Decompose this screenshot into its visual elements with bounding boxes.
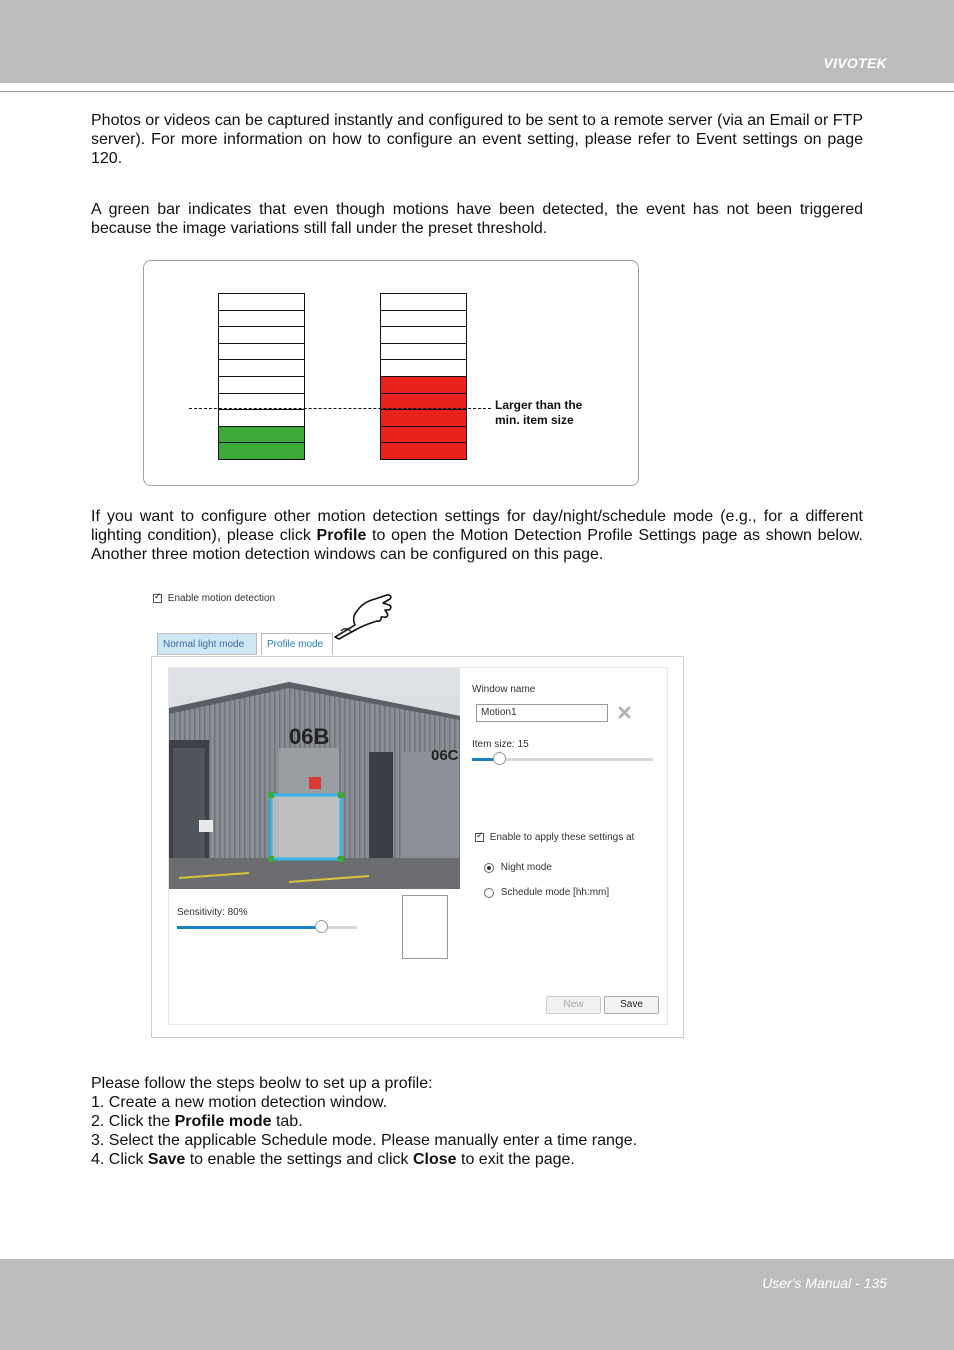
schedule-mode-label: Schedule mode [hh:mm] xyxy=(500,887,610,898)
green-bar-cell xyxy=(219,443,304,460)
sensitivity-slider[interactable] xyxy=(177,926,357,929)
profile-settings-screenshot xyxy=(143,583,688,1043)
profile-inner-panel xyxy=(168,667,668,1025)
item-size-handle[interactable] xyxy=(493,752,506,765)
green-bar-cell xyxy=(219,327,304,344)
red-bar-cell xyxy=(381,360,466,377)
step-2-text: 2. Click the xyxy=(91,1113,175,1130)
window-name-label: Window name xyxy=(472,684,536,695)
green-bar-cell xyxy=(219,360,304,377)
red-bar-cell xyxy=(381,427,466,444)
page-footer xyxy=(0,1259,954,1350)
green-bar-cell xyxy=(219,410,304,427)
threshold-label-line1: Larger than the xyxy=(495,398,583,412)
save-keyword: Save xyxy=(147,1151,186,1168)
steps-list xyxy=(91,1074,863,1169)
delete-window-icon[interactable] xyxy=(618,706,631,719)
item-size-slider[interactable] xyxy=(472,758,653,761)
step-4-text: 4. Click xyxy=(91,1151,148,1168)
enable-motion-checkbox[interactable] xyxy=(153,594,162,603)
save-button[interactable]: Save xyxy=(604,996,659,1014)
profile-paragraph xyxy=(91,507,863,564)
camera-label-left: 06B xyxy=(289,724,330,749)
sensitivity-fill xyxy=(177,926,321,929)
apply-settings-checkbox[interactable] xyxy=(475,833,484,842)
step-2-text-end: tab. xyxy=(271,1113,303,1130)
close-keyword: Close xyxy=(412,1151,457,1168)
green-bar-cell xyxy=(219,377,304,394)
red-bar-cell xyxy=(381,443,466,460)
red-bar-cell xyxy=(381,410,466,427)
red-bar-cell xyxy=(381,327,466,344)
step-2 xyxy=(91,1112,863,1131)
enable-motion-row[interactable] xyxy=(153,593,275,604)
night-mode-option[interactable] xyxy=(484,862,552,873)
page-number: User's Manual - 135 xyxy=(762,1275,887,1291)
threshold-label xyxy=(495,398,582,428)
intro-paragraph: Photos or videos can be captured instantly and configured to be sent to a remote server (via an Email or FTP server). For more information on how to configure an event setting, please refer to Event settings on page 120. xyxy=(91,112,863,167)
apply-settings-label: Enable to apply these settings at xyxy=(489,832,635,843)
night-mode-label: Night mode xyxy=(500,862,552,873)
threshold-line xyxy=(189,408,491,409)
red-bar xyxy=(380,293,467,460)
enable-motion-label: Enable motion detection xyxy=(167,593,276,604)
schedule-mode-radio[interactable] xyxy=(484,888,494,898)
window-name-input[interactable]: Motion1 xyxy=(476,704,608,722)
night-mode-radio[interactable] xyxy=(484,863,494,873)
profile-paragraph-text: If you want to configure other motion detection settings for day/night/schedule mode (e.g., for a different lighting condition), please click xyxy=(91,508,863,544)
camera-view-image xyxy=(169,668,460,889)
profile-paragraph-text-2: to open the Motion Detection Profile Settings page as shown below. Another three motion detection windows can be configured on this page. xyxy=(91,527,864,563)
step-4-text-end: to exit the page. xyxy=(456,1151,575,1168)
sensitivity-label: Sensitivity: 80% xyxy=(177,907,248,918)
schedule-mode-option[interactable] xyxy=(484,887,609,898)
green-bar-cell xyxy=(219,344,304,361)
profile-keyword: Profile xyxy=(316,527,367,544)
red-bar-cell xyxy=(381,294,466,311)
steps-intro: Please follow the steps beolw to set up a profile: xyxy=(91,1075,433,1092)
new-button[interactable]: New xyxy=(546,996,601,1014)
apply-settings-row[interactable] xyxy=(475,832,634,843)
tab-normal-light-mode[interactable]: Normal light mode xyxy=(157,633,257,655)
activity-meter xyxy=(402,895,448,959)
red-bar-cell xyxy=(381,311,466,328)
step-4-text-mid: to enable the settings and click xyxy=(185,1151,413,1168)
tab-profile-mode[interactable]: Profile mode xyxy=(261,633,333,655)
header-rule xyxy=(0,91,954,92)
profile-mode-keyword: Profile mode xyxy=(174,1113,272,1130)
green-bar-paragraph: A green bar indicates that even though motions have been detected, the event has not been triggered because the image variations still fall under the preset threshold. xyxy=(91,201,863,237)
sensitivity-handle[interactable] xyxy=(315,920,328,933)
green-bar xyxy=(218,293,305,460)
threshold-label-line2: min. item size xyxy=(495,413,574,427)
step-3: 3. Select the applicable Schedule mode. Please manually enter a time range. xyxy=(91,1132,638,1149)
red-bar-cell xyxy=(381,377,466,394)
step-1: 1. Create a new motion detection window. xyxy=(91,1094,388,1111)
camera-label-right: 06C xyxy=(431,747,459,764)
red-bar-cell xyxy=(381,344,466,361)
item-size-label: Item size: 15 xyxy=(472,739,529,750)
page-header xyxy=(0,0,954,83)
profile-panel xyxy=(151,656,684,1038)
brand-logo: VIVOTEK xyxy=(823,55,887,71)
green-bar-cell xyxy=(219,294,304,311)
step-4 xyxy=(91,1150,863,1169)
green-bar-cell xyxy=(219,311,304,328)
hand-pointer-icon xyxy=(331,591,395,641)
green-bar-cell xyxy=(219,427,304,444)
